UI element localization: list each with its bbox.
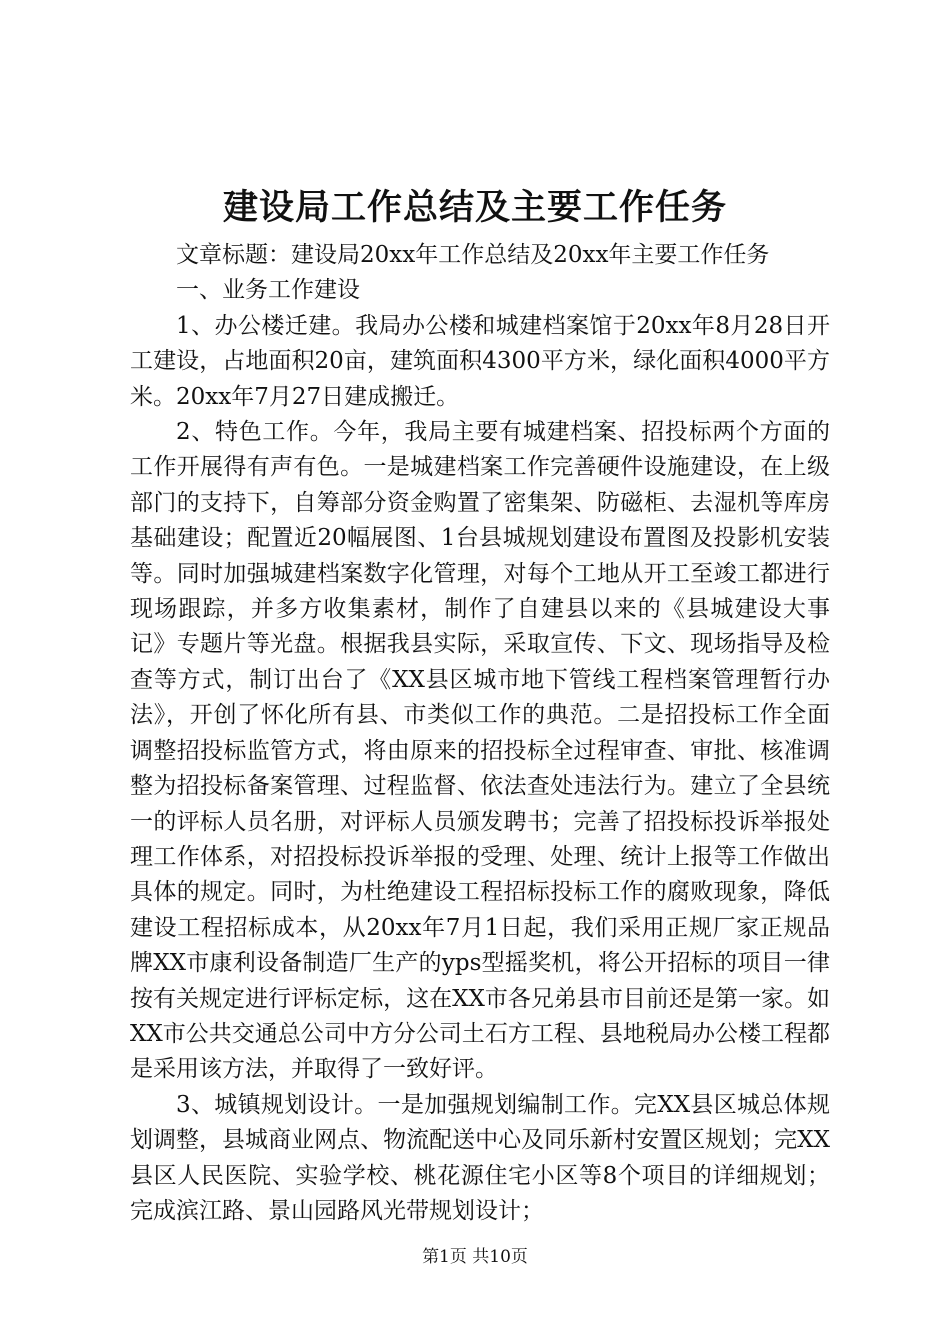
article-title-line: 文章标题：建设局20xx年工作总结及20xx年主要工作任务 — [176, 242, 770, 268]
page-footer: 第1页 共10页 — [422, 1247, 528, 1267]
paragraph-featured-work: 2、特色工作。今年，我局主要有城建档案、招投标两个方面的工作开展得有声有色。一是城建档案工作完善硬件设施建设，在上级部门的支持下，自筹部分资金购置了密集架、防磁柜、去湿机等库房基础建设；配置近20幅展图、1台县城规划建设布置图及投影机安装等。同时加强城建档案数字化管理，对每个工地从开工至竣工都进行现场跟踪，并多方收集素材，制作了自建县以来的《县城建设大事记》专题片等光盘。根据我县实际，采取宣传、下文、现场指导及检查等方式，制订出台了《XX县区城市地下管线工程档案管理暂行办法》，开创了怀化所有县、市类似工作的典范。二是招投标工作全面调整招投标监管方式，将由原来的招投标全过程审查、审批、核准调整为招投标备案管理、过程监督、依法查处违法行为。建立了全县统一的评标人员名册，对评标人员颁发聘书；完善了招投标投诉举报处理工作体系，对招投标投诉举报的受理、处理、统计上报等工作做出具体的规定。同时，为杜绝建设工程招标投标工作的腐败现象，降低建设工程招标成本，从20xx年7月1日起，我们采用正规厂家正规品牌XX市康利设备制造厂生产的yps型摇奖机，将公开招标的项目一律按有关规定进行评标定标，这在XX市各兄弟县市目前还是第一家。如XX市公共交通总公司中方分公司土石方工程、县地税局办公楼工程都是采用该方法，并取得了一致好评。 — [130, 419, 830, 1083]
paragraph-urban-planning: 3、城镇规划设计。一是加强规划编制工作。完XX县区城总体规划调整，县城商业网点、物流配送中心及同乐新村安置区规划；完XX县区人民医院、实验学校、桃花源住宅小区等8个项目的详细规划；完成滨江路、景山园路风光带规划设计； — [130, 1091, 830, 1224]
paragraph-office-relocation: 1、办公楼迁建。我局办公楼和城建档案馆于20xx年8月28日开工建设，占地面积20亩，建筑面积4300平方米，绿化面积4000平方米。20xx年7月27日建成搬迁。 — [130, 312, 830, 410]
document-body — [130, 238, 830, 1229]
section-heading: 一、业务工作建设 — [176, 277, 360, 304]
document-title: 建设局工作总结及主要工作任务 — [222, 187, 727, 228]
